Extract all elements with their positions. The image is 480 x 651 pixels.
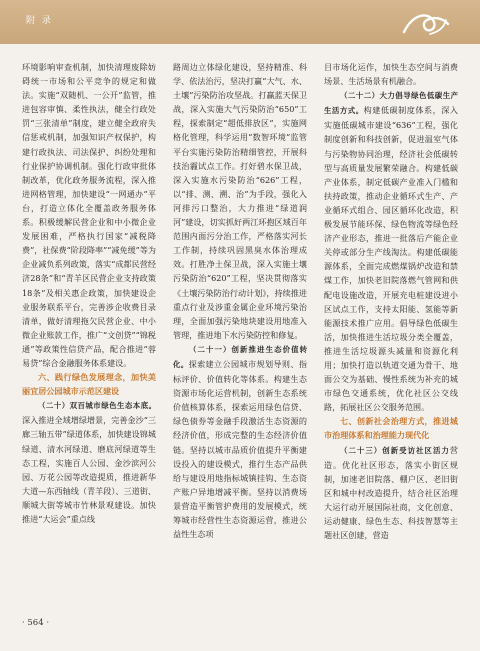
subsection-body: 探索建立公园城市规划导则、指标评价、价值转化等体系。构建生态资源市场化运营机制，创新生态系统价值核算体系，探索运用绿色信贷、绿色债券等金融手段激活生态资源的经济价值，形成完整的生态经济价值链。坚持以城市品质价值提升平衡建设投入的建设模式，推行生态产品供给与建设用地指标城镇挂钩、生态资产账户异地增减平衡。坚持以消费场景营造平衡管护费用的发展模式，统筹城市经营性生态资源运营，推进公益性生态项 bbox=[173, 358, 307, 540]
paragraph: 环境影响审查机制，加快清理废除妨碍统一市场和公平竞争的规定和做法。实施“双随机、一公开”监管，推进包容审慎、柔性执法，健全行政处罚“三张清单”制度，建立健全政府失信惩戒机制，加强知识产权保护，构建行政执法、司法保护、纠纷处理和行业保护协调机制。强化行政审批体制改革，优化政务服务流程，深入推进网格管理，加快建设“一网通办”平台，打造立体化全覆盖政务服务体系。积极缓解民营企业和中小微企业发展困难，严格执行国家“减税降费”，社保费“阶段降率”“减免缓”等为企业减负系列政策，落实“成都民营经济28条”和“青羊区民营企业支持政策18条”及相关惠企政策，加快建设企业服务联系平台，完善涉企收费目录清单，做好清理拖欠民营企业、中小微企业账款工作，推广“文创贷”“锦税通”等政策性信贷产品，配合推进“蓉易贷”综合金融服务体系建设。 bbox=[22, 62, 157, 368]
subsection-title: （二十）双百城市绿色生态本底。 bbox=[38, 401, 156, 411]
paragraph bbox=[324, 88, 458, 414]
text-column-3 bbox=[324, 60, 458, 542]
text-column-1 bbox=[22, 60, 156, 526]
section-heading: 六、践行绿色发展理念，加快美丽宜居公园城市示范区建设 bbox=[22, 372, 156, 397]
paragraph bbox=[22, 398, 156, 526]
subsection-title: （二十三）创新受访社区活力 bbox=[340, 445, 450, 455]
section-heading: 七、创新社会治理方式，推进城市治理体系和治理能力现代化 bbox=[324, 416, 458, 441]
paragraph bbox=[324, 443, 458, 543]
subsection-body: 深入推进全域增绿增景，完善金沙“三廊三轴五带”绿道体系，加快建设锦城绿道、清水河绿道、磨底河绿道等生态工程，实施百人公园、金沙滨河公园、万花公园等改造提质，推进新华大道—东西轴线（青羊段）、三道街、顺城大街等城市竹林景观建设。加快推进“大运会”重点线 bbox=[22, 415, 156, 524]
subsection-body: 营造。优化社区形态，落实小街区规制，加速老旧院落、棚户区、老旧街区和城中村改造提升，结合社区治理大运行动开展国际社商，文化创意、运动健康、绿色生态、科技智慧等主题社区创建，营造 bbox=[324, 444, 458, 541]
header-band bbox=[0, 0, 480, 44]
page-number: · 564 · bbox=[22, 618, 50, 628]
subsection-title: （二十一）创新推进生态价值转化。 bbox=[173, 344, 307, 369]
paragraph: 目市场化运作，加快生态空间与消费场景、生活场景有机融合。 bbox=[324, 62, 458, 87]
text-column-2 bbox=[173, 60, 307, 541]
subsection-title: （二十二）大力倡导绿色低碳生产生活方式。 bbox=[324, 91, 458, 116]
paragraph bbox=[173, 342, 307, 541]
subsection-body: 构建低碳制度体系，深入实施低碳城市建设“636”工程，强化制度创新和科技创新，促进温室气体与污染物协同治理，经济社会低碳转型与高质量发展繁荣融合。构建低碳产业体系，制定低碳产业准入门槛和扶持政策，推动企业循环式生产、产业循环式组合、园区循环化改造，积极发展节能环保、绿色物流等绿色经济产业形态，推进一批落后产能企业关停或部分生产线淘汰。构建低碳能源体系，全面完成燃煤锅炉改造和禁煤工作，加快老旧院落燃气管网和供配电设施改造，开展充电桩建设进小区试点工作，支持太阳能、氢能等新能源技术推广应用。倡导绿色低碳生活，加快推进生活垃圾分类全覆盖，推进生活垃圾源头减量和资源化利用；加快打造以轨道交通为骨干、地面公交为基础、慢性系统为补充的城市绿色交通系统，优化社区公交线路，拓展社区公交服务范围。 bbox=[324, 105, 458, 413]
decorative-swirl-icon bbox=[400, 8, 452, 38]
header-label: 附 录 bbox=[26, 16, 53, 26]
paragraph: 路周边立体绿化建设，坚持精准、科学、依法治污，坚决打赢“大气、水、土壤”污染防治攻坚战。打赢蓝天保卫战，深入实施大气污染防治“650”工程，探索制定“超低排放区”，实施网格化管理，科学运用“数智环境”监管平台实施污染防治精细管控，开展科技治霾试点工作。打好碧水保卫战，深入实施水污染防治“626”工程，以“排、测、溯、治”为手段，强化入河排污口整治，大力推进“绿道润河”建设，切实抓好两江环抱区域百年范围内面污分治工作，严格落实河长工作制，持续巩固黑臭水体治理成效。打胜净土保卫战，深入实施土壤污染防治“620”工程，坚决贯彻落实《土壤污染防治行动计划》，持续推进重点行业及涉重金属企业环境污染治理，全面加强污染地块建设用地准入管理，推进地下水污染防控和修复。 bbox=[173, 62, 307, 340]
